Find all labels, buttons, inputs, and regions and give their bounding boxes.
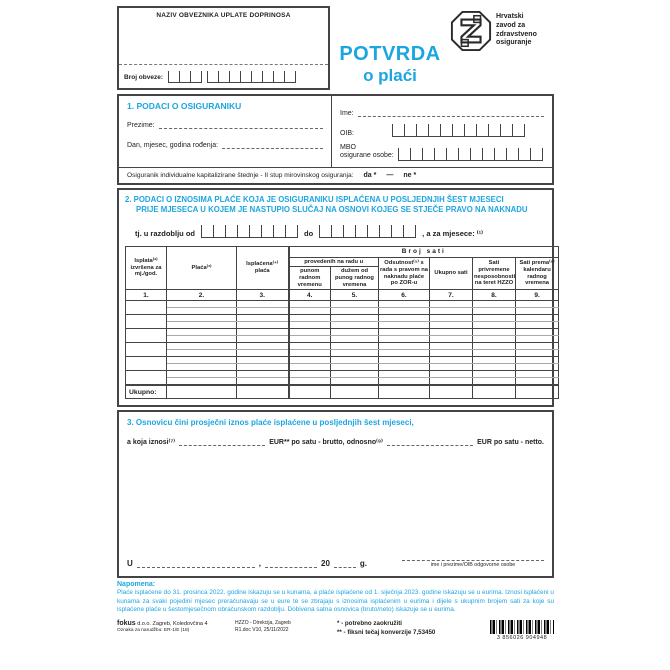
worked-hours-header: provedenih na radu u (289, 257, 379, 267)
day-month-field[interactable] (265, 559, 317, 568)
section-1-title: 1. PODACI O OSIGURANIKU (127, 101, 242, 111)
payer-name-box (117, 6, 330, 90)
col-num-6: 6. (379, 290, 430, 301)
salary-table (125, 246, 559, 400)
surname-label: Prezime: (127, 122, 155, 129)
payer-box-title: NAZIV OBVEZNIKA UPLATE DOPRINOSA (156, 12, 291, 19)
surname-field[interactable] (159, 120, 323, 129)
barcode-number: 3 856026 904948 (496, 635, 548, 642)
footnotes (337, 620, 467, 637)
col1-header: Isplata⁽²⁾ izvršena za mj./god. (126, 246, 167, 290)
broj-obveze-field-long[interactable] (207, 71, 296, 83)
issuer-line2: R1.doc V10, 25/11/2022 (235, 626, 289, 633)
amount-row (127, 437, 544, 446)
birthdate-label: Dan, mjesec, godina rođenja: (127, 142, 219, 149)
form-title-line1: POTVRDA (339, 43, 441, 65)
pension-pillar-dash: — (386, 171, 394, 179)
pension-pillar-yes[interactable]: da * (363, 171, 377, 179)
birthdate-field[interactable] (222, 140, 323, 149)
form-title-line2: o plaći (363, 66, 417, 85)
netto-amount-field[interactable] (387, 437, 473, 446)
hzzo-logo-icon (450, 10, 492, 52)
column-numbers-row (126, 290, 559, 301)
printer-line2: Oznaka za narudžbu: ER-1/E (18) (117, 628, 190, 634)
hzzo-logo-text (496, 10, 537, 90)
pension-pillar-no[interactable]: ne * (403, 171, 417, 179)
barcode-icon (490, 620, 554, 634)
section-2-title (125, 195, 546, 216)
footnote-1: * - potrebno zaokružiti (337, 620, 402, 628)
printer-line1 (117, 620, 235, 627)
place-prefix: U (127, 559, 133, 569)
brutto-label: EUR** po satu - brutto, odnosno⁽⁸⁾ (269, 439, 383, 447)
amount-prefix: a koja iznosi⁽⁷⁾ (127, 439, 175, 447)
form-header (117, 6, 554, 90)
col-num-1: 1. (126, 290, 167, 301)
form-page (117, 6, 554, 641)
logo-text-line1: Hrvatski (496, 13, 524, 20)
broj-obveze-label: Broj obveze: (124, 74, 164, 81)
section-2-title-line2: PRIJE MJESECA U KOJEM JE NASTUPIO SLUČAJ NA OSNOVI KOJEG SE STJEČE PRAVO NA NAKNADU (136, 205, 528, 215)
col3-header: Isplaćena⁽⁴⁾ plaća (237, 246, 289, 290)
logo-text-line2: zavod za (496, 21, 526, 29)
col6-header: Odsutnost⁽⁵⁾ s rada s pravom na naknadu plaće po ZOR-u (379, 257, 430, 290)
period-from-field[interactable] (201, 225, 298, 238)
broj-obveze-field-short[interactable] (168, 71, 202, 83)
col-num-8: 8. (473, 290, 516, 301)
year-prefix: 20 (321, 559, 330, 569)
col-num-5: 5. (331, 290, 379, 301)
mbo-field[interactable] (398, 148, 543, 161)
date-signature-row (127, 551, 544, 570)
col-num-9: 9. (516, 290, 559, 301)
broj-obveze-row (119, 64, 328, 88)
oib-label: OIB: (340, 130, 355, 137)
period-prefix: tj. u razdoblju od (135, 228, 195, 238)
issuer-line1: HZZO - Direkcija, Zagreb (235, 620, 291, 627)
form-title (330, 6, 450, 90)
form-footer (117, 620, 554, 641)
total-label: Ukupno: (126, 385, 167, 399)
year-field[interactable] (334, 559, 356, 568)
col-num-3: 3. (237, 290, 289, 301)
period-suffix: , a za mjesece: ⁽¹⁾ (422, 228, 483, 238)
barcode-block (490, 620, 554, 641)
section-3-base-amount (117, 410, 554, 578)
mbo-label-line2: osigurane osobe: (340, 152, 394, 160)
printer-address: d.o.o. Zagreb, Koledovčina 4 (135, 621, 208, 628)
note-label: Napomena: (117, 581, 156, 589)
section-3-title: 3. Osnovicu čini prosječni iznos plaće isplaćene u posljednjih šest mjeseci, (127, 418, 414, 428)
payer-name-field[interactable] (119, 19, 328, 64)
section-2-salary-data (117, 188, 554, 408)
comma: , (258, 559, 262, 569)
col4-header: punom radnom vremenu (289, 267, 331, 290)
period-do-label: do (304, 228, 314, 238)
printer-name: fokus (117, 620, 136, 628)
oib-field[interactable] (392, 124, 525, 137)
col7-header: Ukupno sati (430, 257, 473, 290)
signature-field[interactable] (402, 551, 544, 561)
footnote-2: ** - fiksni tečaj konverzije 7,53450 (337, 628, 436, 636)
issuer-info (235, 620, 337, 633)
hours-group-header: Broj sati (289, 246, 559, 257)
hzzo-logo-block (450, 6, 554, 90)
period-to-field[interactable] (319, 225, 416, 238)
col-num-4: 4. (289, 290, 331, 301)
col-num-7: 7. (430, 290, 473, 301)
section-1-insured-data (117, 94, 554, 185)
section-2-title-line1: 2. PODACI O IZNOSIMA PLAĆE KOJA JE OSIGURANIKU ISPLAĆENA U POSLJEDNJIH ŠEST MJESECI (125, 194, 504, 204)
firstname-field[interactable] (358, 108, 544, 117)
printer-info (117, 620, 235, 633)
note-text: Plaće isplaćene do 31. prosinca 2022. godine iskazuju se u kunama, a plaće isplaćene od 1. siječnja 2023. godine iskazuju se u eurima. Iznosi isplaćeni u kunama za svaki pojedini mjesec preračunavaju se u eure te se zbrajaju s iznosima isplaćenim u eurima i dijele s ukupnim brojem sati za koje su isplaćene plaće u šestomjesečnom obračunskom razdoblju. Dobivena satna osnovica (bruto/neto) iskazuje se u eurima. (117, 589, 554, 614)
logo-text-line4: osiguranje (496, 39, 532, 47)
logo-text-line3: zdravstveno (496, 30, 537, 38)
col8-header: Sati privremene nesposobnosti na teret HZZO (473, 257, 516, 290)
col9-header: Sati prema⁽⁶⁾ kalendaru radnog vremena (516, 257, 559, 290)
note-block (117, 581, 554, 614)
signature-block (402, 551, 544, 568)
salary-table-body[interactable] (126, 301, 559, 399)
period-row (135, 225, 546, 238)
col-num-2: 2. (167, 290, 237, 301)
mbo-label-line1: MBO (340, 144, 356, 151)
netto-label: EUR po satu - netto. (477, 439, 544, 447)
firstname-label: Ime: (340, 110, 354, 117)
pension-pillar-label: Osiguranik individualne kapitalizirane štednje - II stup mirovinskog osiguranja: (127, 171, 354, 179)
signature-caption: ime i prezime/OIB odgovorne osobe (430, 562, 516, 569)
brutto-amount-field[interactable] (179, 437, 265, 446)
place-field[interactable] (137, 559, 255, 568)
col2-header: Plaća⁽³⁾ (167, 246, 237, 290)
col5-header: dužem od punog radnog vremena (331, 267, 379, 290)
total-row[interactable] (126, 385, 559, 399)
year-suffix: g. (359, 559, 368, 569)
mbo-label (340, 144, 394, 161)
